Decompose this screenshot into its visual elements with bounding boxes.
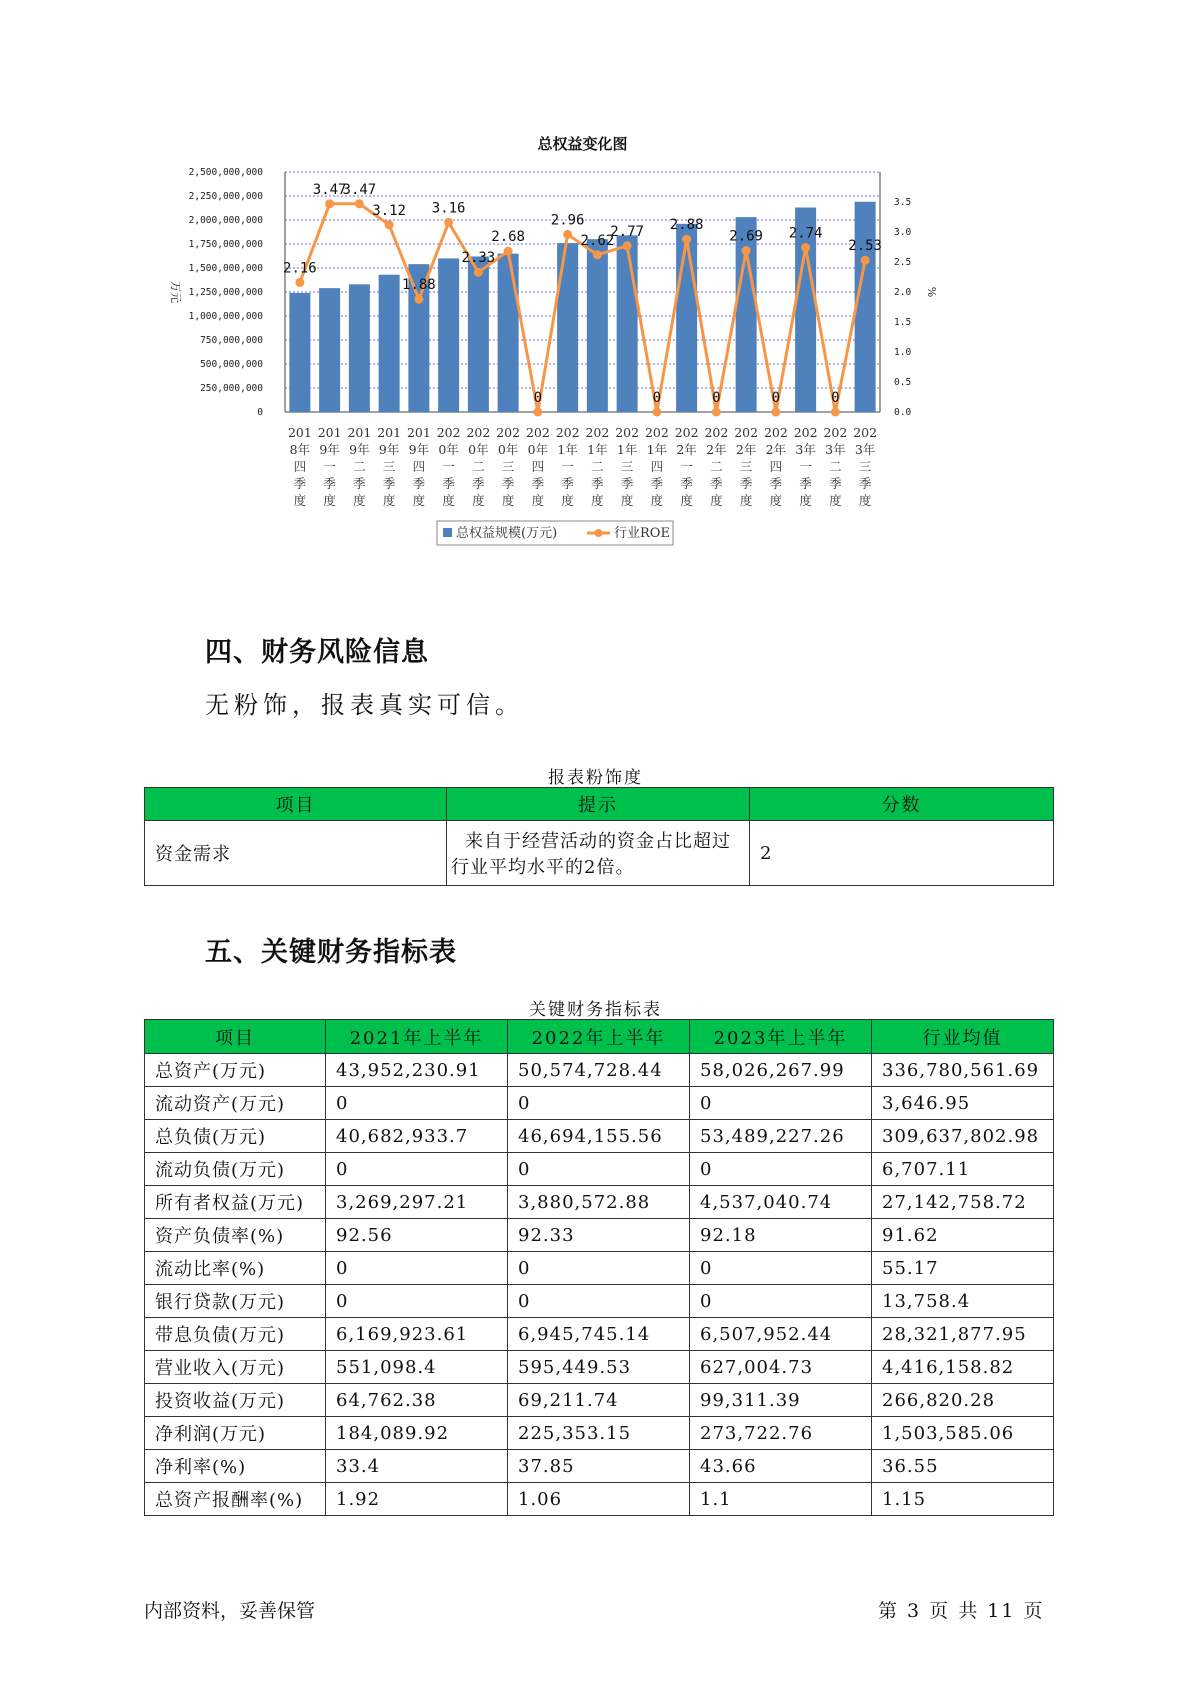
equity-bar [498,254,519,412]
kpi-cell-2021: 184,089.92 [326,1417,508,1450]
x-tick-label: 度 [620,493,634,508]
roe-point [563,230,572,239]
x-tick-label: 季 [769,476,783,491]
kpi-header-industry: 行业均值 [872,1020,1054,1054]
kpi-cell-industry: 266,820.28 [872,1384,1054,1417]
kpi-cell-2023: 58,026,267.99 [690,1054,872,1087]
table-row [145,1285,1054,1318]
x-tick-label: 1年 [587,442,608,457]
kpi-cell-industry: 4,416,158.82 [872,1351,1054,1384]
kpi-cell-industry: 1,503,585.06 [872,1417,1054,1450]
footer-confidential: 内部资料，妥善保管 [144,1600,316,1622]
x-tick-label: 三 [739,459,753,474]
x-tick-label: 四 [293,459,307,474]
kpi-cell-2022: 37.85 [508,1450,690,1483]
kpi-cell-industry: 1.15 [872,1483,1054,1516]
x-tick-label: 二 [710,459,723,474]
risk-table-caption: 报表粉饰度 [548,768,643,788]
x-tick-label: 季 [650,476,664,491]
x-tick-label: 度 [561,493,574,508]
kpi-cell-item: 资产负债率(%) [145,1219,326,1252]
kpi-header-item: 项目 [145,1020,326,1054]
kpi-cell-2022: 6,945,745.14 [508,1318,690,1351]
x-tick-label: 度 [293,493,307,508]
kpi-cell-2021: 92.56 [326,1219,508,1252]
x-tick-label: 度 [382,493,396,508]
y-tick-label: 1,250,000,000 [188,287,263,298]
kpi-cell-2021: 0 [326,1252,508,1285]
roe-data-label: 2.77 [610,223,644,240]
x-tick-label: 201 [406,425,431,440]
x-tick-label: 一 [561,459,574,474]
kpi-table [144,1019,1054,1516]
x-tick-label: 8年 [289,442,311,457]
roe-point [623,241,632,250]
kpi-cell-2022: 225,353.15 [508,1417,690,1450]
risk-table [144,787,1054,886]
table-row [145,1483,1054,1516]
kpi-cell-2023: 92.18 [690,1219,872,1252]
x-tick-label: 度 [531,493,545,508]
roe-point [861,256,870,265]
x-tick-label: 度 [680,493,693,508]
roe-point [295,278,304,287]
x-tick-label: 202 [436,425,461,440]
x-tick-label: 2年 [765,442,787,457]
kpi-cell-item: 带息负债(万元) [145,1318,326,1351]
y-tick-label: 1,000,000,000 [188,311,263,322]
kpi-cell-2022: 1.06 [508,1483,690,1516]
x-tick-label: 季 [501,476,515,491]
kpi-cell-2021: 3,269,297.21 [326,1186,508,1219]
roe-data-label: 0 [533,390,543,406]
legend-swatch-roe-marker [595,529,603,537]
x-tick-label: 2年 [676,442,697,457]
y2-tick-label: 2.5 [894,257,912,268]
x-tick-label: 一 [442,459,455,474]
kpi-header-2022: 2022年上半年 [508,1020,690,1054]
kpi-cell-industry: 336,780,561.69 [872,1054,1054,1087]
roe-point [593,250,602,259]
kpi-cell-2021: 0 [326,1087,508,1120]
x-tick-label: 202 [704,425,729,440]
x-tick-label: 二 [829,459,842,474]
x-tick-label: 度 [858,493,872,508]
x-tick-label: 季 [472,476,485,491]
roe-data-label: 2.96 [550,212,585,229]
roe-point [831,408,840,417]
kpi-cell-2023: 4,537,040.74 [690,1186,872,1219]
x-tick-label: 1年 [557,442,578,457]
kpi-cell-industry: 91.62 [872,1219,1054,1252]
equity-bar [617,235,638,412]
roe-data-label: 0 [831,390,840,406]
roe-point [533,408,542,417]
footer-page-number: 第 3 页 共 11 页 [878,1600,1045,1622]
x-tick-label: 度 [829,493,842,508]
risk-hint-line1: 来自于经营活动的资金占比超过 [465,831,731,852]
legend-label-roe: 行业ROE [614,526,670,541]
roe-data-label: 0 [771,390,781,406]
x-tick-label: 三 [382,459,396,474]
risk-text: 无粉饰，报表真实可信。 [205,691,524,719]
x-tick-label: 四 [650,459,664,474]
risk-hint-cell [447,821,750,886]
x-tick-label: 9年 [378,442,400,457]
kpi-cell-industry: 3,646.95 [872,1087,1054,1120]
roe-point [742,246,751,255]
y-tick-label: 500,000,000 [200,359,263,370]
kpi-cell-2021: 40,682,933.7 [326,1120,508,1153]
y2-tick-label: 2.0 [894,287,912,298]
x-tick-label: 季 [323,476,336,491]
kpi-cell-2022: 0 [508,1153,690,1186]
y2-tick-label: 0.5 [894,377,912,388]
y-tick-label: 2,250,000,000 [188,191,263,202]
x-tick-label: 201 [377,425,402,440]
table-row [145,1153,1054,1186]
kpi-cell-industry: 28,321,877.95 [872,1318,1054,1351]
x-tick-label: 202 [466,425,491,440]
x-tick-label: 0年 [497,442,519,457]
kpi-cell-2022: 46,694,155.56 [508,1120,690,1153]
equity-bar [587,239,608,412]
roe-data-label: 2.69 [729,228,763,245]
roe-data-label: 2.16 [283,260,317,277]
x-tick-label: 三 [620,459,634,474]
x-tick-label: 2年 [735,442,757,457]
kpi-cell-industry: 13,758.4 [872,1285,1054,1318]
x-tick-label: 季 [799,476,812,491]
x-tick-label: 202 [615,425,640,440]
x-tick-label: 二 [353,459,366,474]
kpi-header-2023: 2023年上半年 [690,1020,872,1054]
x-tick-label: 二 [472,459,485,474]
y2-axis-label: % [925,286,938,298]
x-tick-label: 度 [710,493,723,508]
x-tick-label: 202 [823,425,848,440]
chart-title: 总权益变化图 [537,135,628,153]
table-row [145,1120,1054,1153]
roe-data-label: 0 [712,390,721,406]
x-tick-label: 0年 [527,442,549,457]
kpi-cell-item: 流动比率(%) [145,1252,326,1285]
kpi-cell-2021: 0 [326,1285,508,1318]
equity-bar [855,202,876,412]
kpi-cell-industry: 309,637,802.98 [872,1120,1054,1153]
roe-point [682,235,691,244]
roe-data-label: 2.33 [461,250,496,267]
x-tick-label: 季 [382,476,396,491]
kpi-cell-2023: 0 [690,1087,872,1120]
kpi-cell-industry: 36.55 [872,1450,1054,1483]
y-axis-label: 万元 [169,281,182,303]
table-row [145,1417,1054,1450]
roe-point [444,218,453,227]
kpi-cell-2023: 1.1 [690,1483,872,1516]
table-row [145,821,1054,886]
kpi-cell-industry: 55.17 [872,1252,1054,1285]
x-tick-label: 3年 [825,442,846,457]
kpi-cell-2023: 0 [690,1285,872,1318]
equity-bar [468,256,489,412]
roe-data-label: 1.88 [402,277,436,294]
kpi-header-2021: 2021年上半年 [326,1020,508,1054]
x-tick-label: 9年 [349,442,370,457]
kpi-cell-2023: 99,311.39 [690,1384,872,1417]
x-tick-label: 1年 [616,442,638,457]
kpi-cell-2021: 64,762.38 [326,1384,508,1417]
equity-bar [379,275,400,412]
x-tick-label: 度 [739,493,753,508]
x-tick-label: 2年 [706,442,727,457]
x-tick-label: 202 [674,425,699,440]
roe-data-label: 2.53 [848,238,882,255]
kpi-cell-item: 营业收入(万元) [145,1351,326,1384]
kpi-cell-2021: 0 [326,1153,508,1186]
x-tick-label: 度 [472,493,485,508]
kpi-cell-2021: 33.4 [326,1450,508,1483]
y-tick-label: 1,750,000,000 [188,239,263,250]
risk-header-score: 分数 [750,788,1054,821]
risk-header-item: 项目 [145,788,447,821]
legend-label-equity: 总权益规模(万元) [456,526,558,541]
kpi-cell-item: 净利率(%) [145,1450,326,1483]
x-tick-label: 四 [769,459,783,474]
x-tick-label: 季 [531,476,545,491]
x-tick-label: 度 [769,493,783,508]
kpi-cell-item: 总资产报酬率(%) [145,1483,326,1516]
x-tick-label: 季 [293,476,307,491]
y-tick-label: 0 [257,407,263,418]
table-row [145,1351,1054,1384]
x-tick-label: 四 [531,459,545,474]
x-tick-label: 度 [323,493,336,508]
kpi-cell-2022: 3,880,572.88 [508,1186,690,1219]
x-tick-label: 202 [644,425,669,440]
x-tick-label: 3年 [854,442,876,457]
kpi-cell-2021: 551,098.4 [326,1351,508,1384]
table-row [145,1054,1054,1087]
roe-point [355,199,364,208]
risk-table-header-row [145,788,1054,821]
x-tick-label: 季 [561,476,574,491]
x-tick-label: 201 [317,425,342,440]
x-tick-label: 0年 [438,442,459,457]
x-tick-label: 一 [799,459,812,474]
y2-tick-label: 3.0 [894,227,912,238]
risk-hint-line2: 行业平均水平的2倍。 [451,857,635,878]
x-tick-label: 202 [525,425,550,440]
roe-data-label: 3.47 [312,181,347,198]
kpi-cell-item: 流动资产(万元) [145,1087,326,1120]
roe-point [712,408,721,417]
equity-bar [289,293,310,412]
x-tick-label: 季 [412,476,426,491]
roe-data-label: 3.16 [431,200,466,217]
roe-point [414,295,423,304]
x-tick-label: 201 [347,425,372,440]
kpi-cell-industry: 27,142,758.72 [872,1186,1054,1219]
x-tick-label: 一 [680,459,693,474]
x-tick-label: 二 [591,459,604,474]
kpi-cell-2023: 627,004.73 [690,1351,872,1384]
kpi-cell-item: 总负债(万元) [145,1120,326,1153]
kpi-cell-2021: 43,952,230.91 [326,1054,508,1087]
equity-bar [349,284,370,412]
y2-tick-label: 0.0 [894,407,912,418]
x-tick-label: 度 [591,493,604,508]
x-tick-label: 9年 [408,442,430,457]
y-tick-label: 2,500,000,000 [188,167,263,178]
equity-bar [557,243,578,412]
kpi-cell-industry: 6,707.11 [872,1153,1054,1186]
kpi-cell-2023: 43.66 [690,1450,872,1483]
y-tick-label: 2,000,000,000 [188,215,263,226]
table-row [145,1450,1054,1483]
equity-bar [319,288,340,412]
roe-data-label: 0 [652,390,662,406]
roe-point [801,243,810,252]
x-tick-label: 季 [353,476,366,491]
x-tick-label: 季 [710,476,723,491]
kpi-cell-2022: 595,449.53 [508,1351,690,1384]
x-tick-label: 202 [496,425,521,440]
x-tick-label: 0年 [468,442,489,457]
risk-item-cell: 资金需求 [145,821,447,886]
equity-bar [438,258,459,412]
table-row [145,1219,1054,1252]
kpi-cell-2023: 53,489,227.26 [690,1120,872,1153]
y2-tick-label: 3.5 [894,197,912,208]
x-tick-label: 3年 [795,442,816,457]
roe-data-label: 2.68 [491,229,525,246]
x-tick-label: 202 [853,425,878,440]
x-tick-label: 度 [650,493,664,508]
y2-tick-label: 1.5 [894,317,912,328]
x-tick-label: 季 [442,476,455,491]
table-row [145,1252,1054,1285]
roe-data-label: 2.62 [580,232,615,249]
x-tick-label: 度 [412,493,426,508]
kpi-cell-2022: 50,574,728.44 [508,1054,690,1087]
roe-point [474,268,483,277]
kpi-cell-item: 所有者权益(万元) [145,1186,326,1219]
x-tick-label: 季 [829,476,842,491]
table-row [145,1318,1054,1351]
x-tick-label: 度 [442,493,455,508]
roe-data-label: 3.47 [342,181,377,198]
roe-point [325,199,334,208]
kpi-header-row [145,1020,1054,1054]
roe-point [771,408,780,417]
risk-score-cell: 2 [750,821,1054,886]
x-tick-label: 202 [763,425,788,440]
kpi-cell-2022: 69,211.74 [508,1384,690,1417]
kpi-cell-item: 净利润(万元) [145,1417,326,1450]
kpi-cell-2023: 273,722.76 [690,1417,872,1450]
x-tick-label: 三 [858,459,872,474]
legend-swatch-equity [443,528,452,537]
kpi-cell-item: 投资收益(万元) [145,1384,326,1417]
x-tick-label: 202 [585,425,610,440]
kpi-cell-item: 总资产(万元) [145,1054,326,1087]
kpi-cell-2022: 92.33 [508,1219,690,1252]
roe-point [504,247,513,256]
x-tick-label: 三 [501,459,515,474]
equity-bar [676,224,697,412]
x-tick-label: 季 [591,476,604,491]
kpi-cell-2023: 6,507,952.44 [690,1318,872,1351]
x-tick-label: 202 [734,425,759,440]
kpi-cell-2022: 0 [508,1252,690,1285]
risk-heading: 四、财务风险信息 [205,637,429,668]
kpi-cell-item: 银行贷款(万元) [145,1285,326,1318]
x-tick-label: 季 [858,476,872,491]
x-tick-label: 9年 [319,442,340,457]
kpi-table-body [145,1054,1054,1516]
kpi-heading: 五、关键财务指标表 [205,937,457,968]
roe-data-label: 3.12 [372,202,406,219]
x-tick-label: 季 [739,476,753,491]
y-tick-label: 1,500,000,000 [188,263,263,274]
kpi-cell-2023: 0 [690,1153,872,1186]
y-tick-label: 250,000,000 [200,383,263,394]
x-tick-label: 度 [501,493,515,508]
x-tick-label: 度 [353,493,366,508]
roe-data-label: 2.74 [788,225,823,242]
y2-tick-label: 1.0 [894,347,912,358]
kpi-cell-2021: 6,169,923.61 [326,1318,508,1351]
kpi-cell-item: 流动负债(万元) [145,1153,326,1186]
kpi-cell-2022: 0 [508,1285,690,1318]
x-tick-label: 202 [793,425,818,440]
kpi-table-caption: 关键财务指标表 [529,1000,662,1020]
risk-header-hint: 提示 [447,788,750,821]
x-tick-label: 一 [323,459,336,474]
x-tick-label: 1年 [646,442,668,457]
equity-chart-svg [150,135,980,595]
table-row [145,1186,1054,1219]
x-tick-label: 201 [287,425,312,440]
equity-chart [150,135,980,595]
x-tick-label: 季 [680,476,693,491]
table-row [145,1384,1054,1417]
kpi-cell-2023: 0 [690,1252,872,1285]
x-tick-label: 季 [620,476,634,491]
table-row [145,1087,1054,1120]
y-tick-label: 750,000,000 [200,335,263,346]
x-tick-label: 202 [555,425,580,440]
roe-point [652,408,661,417]
roe-point [385,220,394,229]
kpi-cell-2022: 0 [508,1087,690,1120]
roe-data-label: 2.88 [669,217,704,234]
kpi-cell-2021: 1.92 [326,1483,508,1516]
x-tick-label: 度 [799,493,812,508]
x-tick-label: 四 [412,459,426,474]
